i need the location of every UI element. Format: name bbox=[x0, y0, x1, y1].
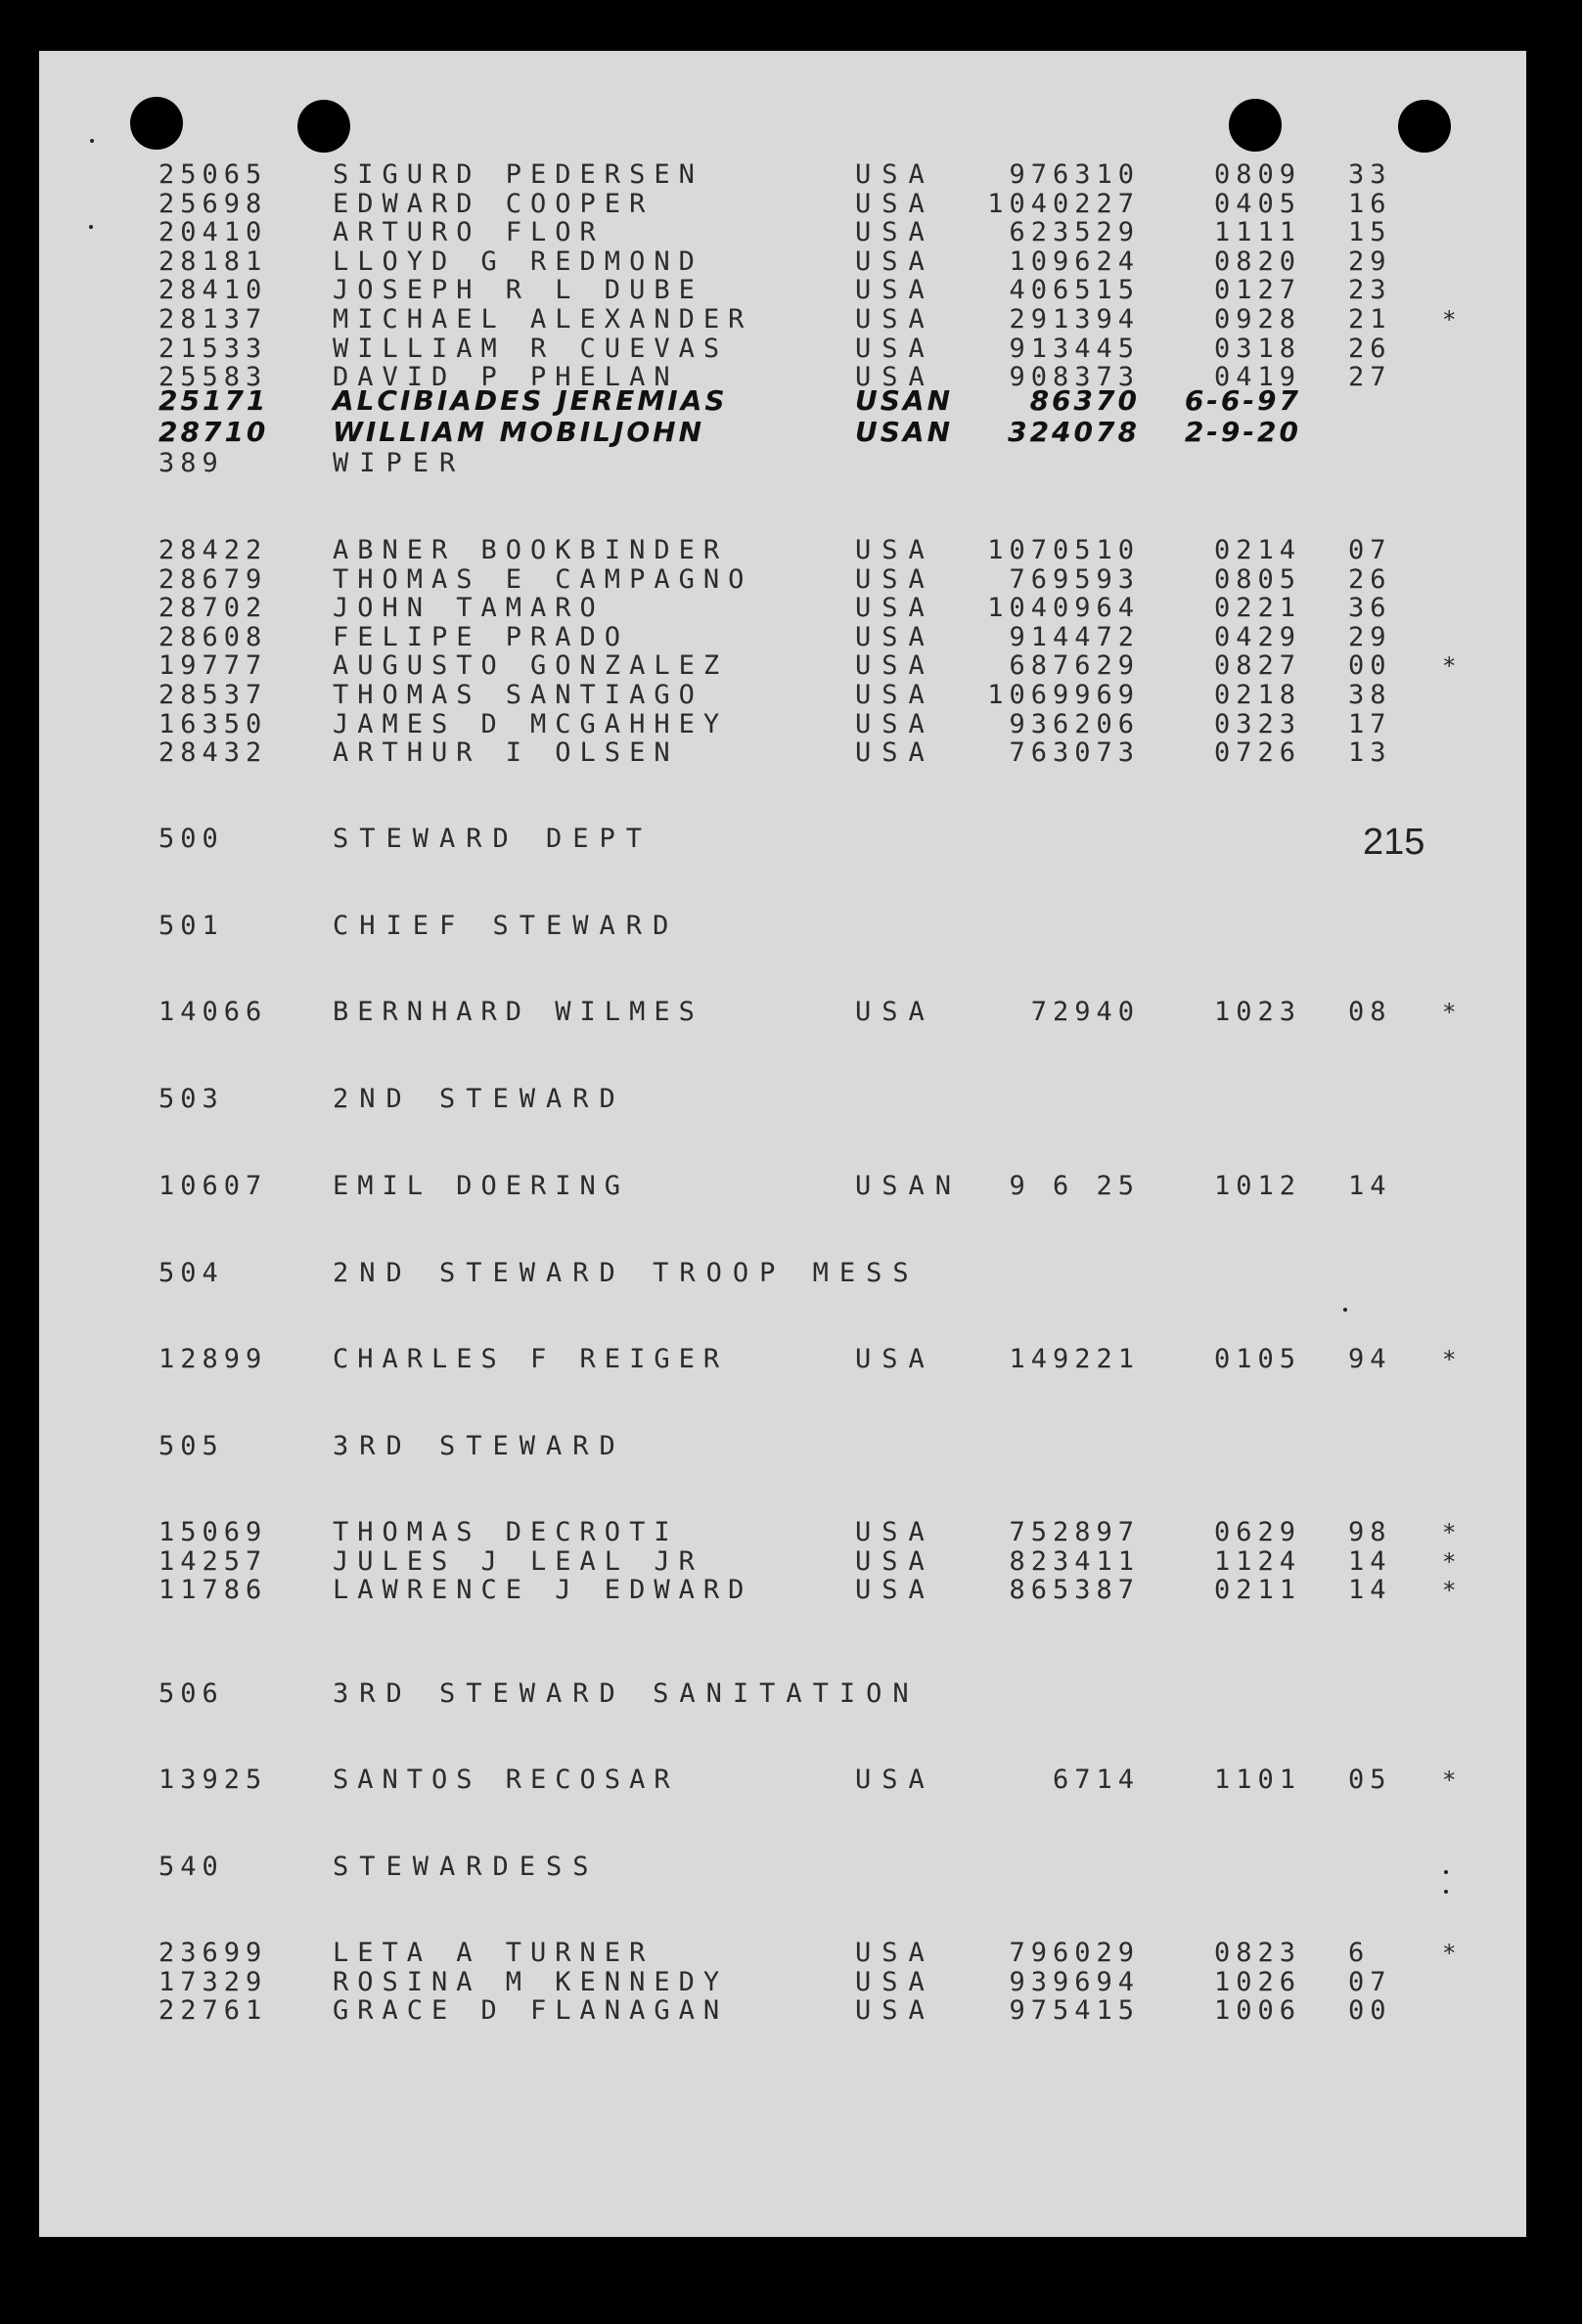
age-code: 29 bbox=[1348, 246, 1392, 277]
citizenship: USAN bbox=[855, 1171, 963, 1201]
table-row bbox=[39, 160, 1526, 190]
crew-name: ABNER BOOKBINDER bbox=[333, 535, 729, 565]
age-code: 14 bbox=[1348, 1545, 1392, 1577]
age-code: 98 bbox=[1348, 1517, 1392, 1547]
document-number: 72940 bbox=[1030, 997, 1140, 1027]
section-label: 3RD STEWARD SANITATION bbox=[333, 1678, 920, 1709]
section-heading bbox=[39, 912, 1526, 941]
section-label: CHIEF STEWARD bbox=[333, 911, 680, 941]
date-code: 1006 bbox=[1213, 1995, 1301, 2027]
date-code: 0218 bbox=[1213, 680, 1301, 710]
crew-id: 20410 bbox=[158, 217, 268, 248]
document-number: 623529 bbox=[1009, 217, 1140, 248]
citizenship: USA bbox=[855, 1517, 935, 1547]
crew-id: 13925 bbox=[158, 1765, 268, 1795]
table-row bbox=[39, 247, 1526, 277]
date-code: 1023 bbox=[1213, 997, 1301, 1027]
crew-name: JULES J LEAL JR bbox=[333, 1545, 703, 1577]
crew-id: 28137 bbox=[158, 304, 268, 335]
table-row bbox=[39, 710, 1526, 739]
document-number: 1070510 bbox=[987, 535, 1140, 565]
crew-id: 23699 bbox=[158, 1938, 268, 1968]
age-code: 15 bbox=[1348, 217, 1392, 248]
age-code: 17 bbox=[1348, 708, 1392, 739]
punch-hole bbox=[130, 97, 183, 150]
document-number: 976310 bbox=[1009, 159, 1140, 190]
table-row bbox=[39, 623, 1526, 652]
crew-id: 25171 bbox=[158, 384, 269, 417]
section-label: 3RD STEWARD bbox=[333, 1431, 626, 1461]
date-code: 0928 bbox=[1213, 304, 1301, 335]
document-number: 908373 bbox=[1009, 362, 1140, 393]
asterisk-mark: * bbox=[1442, 1547, 1457, 1576]
crew-name: FELIPE PRADO bbox=[333, 621, 630, 652]
section-label: WIPER bbox=[333, 448, 467, 478]
table-row bbox=[39, 190, 1526, 219]
table-row bbox=[39, 536, 1526, 565]
age-code: 94 bbox=[1348, 1344, 1392, 1374]
document-number: 752897 bbox=[1009, 1517, 1140, 1547]
citizenship: USA bbox=[855, 680, 935, 710]
date-code: 6-6-97 bbox=[1184, 384, 1301, 417]
document-number: 865387 bbox=[1009, 1575, 1140, 1606]
table-row bbox=[39, 651, 1526, 681]
table-row bbox=[39, 1765, 1526, 1795]
citizenship: USA bbox=[855, 159, 935, 190]
table-row bbox=[39, 1996, 1526, 2026]
age-code: 23 bbox=[1348, 275, 1392, 306]
date-code: 0211 bbox=[1213, 1575, 1301, 1606]
section-heading bbox=[39, 1679, 1526, 1709]
citizenship: USA bbox=[855, 563, 935, 595]
document-number: 914472 bbox=[1009, 621, 1140, 652]
asterisk-mark: * bbox=[1442, 1766, 1457, 1794]
crew-name: GRACE D FLANAGAN bbox=[333, 1995, 729, 2027]
table-row bbox=[39, 565, 1526, 595]
table-row bbox=[39, 1968, 1526, 1997]
crew-id: 15069 bbox=[158, 1517, 268, 1547]
crew-name: THOMAS DECROTI bbox=[333, 1517, 679, 1547]
section-heading bbox=[39, 1085, 1526, 1114]
section-code: 505 bbox=[158, 1431, 224, 1461]
date-code: 0405 bbox=[1213, 188, 1301, 219]
crew-id: 25583 bbox=[158, 362, 268, 393]
crew-name: WILLIAM MOBILJOHN bbox=[333, 416, 705, 448]
section-label: STEWARDESS bbox=[333, 1852, 600, 1882]
citizenship: USA bbox=[855, 1545, 935, 1577]
crew-name: LETA A TURNER bbox=[333, 1938, 655, 1968]
document-number: 406515 bbox=[1009, 275, 1140, 306]
crew-id: 28410 bbox=[158, 275, 268, 306]
crew-id: 12899 bbox=[158, 1344, 268, 1374]
date-code: 0323 bbox=[1213, 708, 1301, 739]
table-row bbox=[39, 386, 1526, 416]
crew-name: THOMAS SANTIAGO bbox=[333, 680, 703, 710]
citizenship: USA bbox=[855, 997, 935, 1027]
date-code: 0820 bbox=[1213, 246, 1301, 277]
section-heading bbox=[39, 1259, 1526, 1288]
document-number: 823411 bbox=[1009, 1545, 1140, 1577]
crew-name: JOSEPH R L DUBE bbox=[333, 275, 703, 306]
section-code: 389 bbox=[158, 448, 224, 478]
citizenship: USA bbox=[855, 1765, 935, 1795]
citizenship: USA bbox=[855, 1575, 935, 1606]
crew-name: ROSINA M KENNEDY bbox=[333, 1966, 729, 1997]
date-code: 0629 bbox=[1213, 1517, 1301, 1547]
table-row bbox=[39, 1547, 1526, 1577]
crew-id: 25698 bbox=[158, 188, 268, 219]
document-number: 687629 bbox=[1009, 650, 1140, 682]
date-code: 0805 bbox=[1213, 563, 1301, 595]
citizenship: USA bbox=[855, 1995, 935, 2027]
document-number: 763073 bbox=[1009, 737, 1140, 769]
crew-name: SANTOS RECOSAR bbox=[333, 1765, 679, 1795]
date-code: 1026 bbox=[1213, 1966, 1301, 1997]
citizenship: USA bbox=[855, 246, 935, 277]
speck bbox=[1343, 1308, 1347, 1312]
table-row bbox=[39, 305, 1526, 335]
crew-id: 17329 bbox=[158, 1966, 268, 1997]
crew-name: THOMAS E CAMPAGNO bbox=[333, 563, 753, 595]
crew-id: 28537 bbox=[158, 680, 268, 710]
document-page bbox=[39, 51, 1526, 2237]
date-code: 0221 bbox=[1213, 593, 1301, 624]
citizenship: USA bbox=[855, 650, 935, 682]
age-code: 07 bbox=[1348, 1966, 1392, 1997]
crew-name: ARTURO FLOR bbox=[333, 217, 605, 248]
date-code: 1101 bbox=[1213, 1765, 1301, 1795]
asterisk-mark: * bbox=[1442, 1577, 1457, 1605]
document-number: 149221 bbox=[1009, 1344, 1140, 1374]
punch-hole bbox=[297, 100, 350, 153]
age-code: 6 bbox=[1348, 1938, 1371, 1968]
citizenship: USA bbox=[855, 304, 935, 335]
crew-name: LLOYD G REDMOND bbox=[333, 246, 703, 277]
crew-id: 14066 bbox=[158, 997, 268, 1027]
crew-id: 28608 bbox=[158, 621, 268, 652]
asterisk-mark: * bbox=[1442, 652, 1457, 681]
age-code: 36 bbox=[1348, 593, 1392, 624]
document-number: 796029 bbox=[1009, 1938, 1140, 1968]
date-code: 0809 bbox=[1213, 159, 1301, 190]
crew-name: LAWRENCE J EDWARD bbox=[333, 1575, 753, 1606]
citizenship: USAN bbox=[855, 416, 954, 448]
date-code: 1124 bbox=[1213, 1545, 1301, 1577]
document-number: 324078 bbox=[1008, 416, 1140, 448]
document-number: 9 6 25 bbox=[1009, 1171, 1140, 1201]
section-heading bbox=[39, 1853, 1526, 1882]
table-row bbox=[39, 1576, 1526, 1605]
age-code: 05 bbox=[1348, 1765, 1392, 1795]
crew-name: DAVID P PHELAN bbox=[333, 362, 679, 393]
crew-name: EDWARD COOPER bbox=[333, 188, 655, 219]
date-code: 1111 bbox=[1213, 217, 1301, 248]
age-code: 00 bbox=[1348, 650, 1392, 682]
age-code: 16 bbox=[1348, 188, 1392, 219]
citizenship: USA bbox=[855, 708, 935, 739]
citizenship: USA bbox=[855, 593, 935, 624]
punch-hole bbox=[1229, 99, 1282, 152]
age-code: 38 bbox=[1348, 680, 1392, 710]
section-heading bbox=[39, 825, 1526, 854]
age-code: 00 bbox=[1348, 1995, 1392, 2027]
document-number: 1040964 bbox=[987, 593, 1140, 624]
document-number: 1069969 bbox=[987, 680, 1140, 710]
crew-name: JOHN TAMARO bbox=[333, 593, 605, 624]
crew-id: 28422 bbox=[158, 535, 268, 565]
asterisk-mark: * bbox=[1442, 1346, 1457, 1373]
citizenship: USA bbox=[855, 275, 935, 306]
citizenship: USA bbox=[855, 362, 935, 393]
crew-name: AUGUSTO GONZALEZ bbox=[333, 650, 729, 682]
age-code: 21 bbox=[1348, 304, 1392, 335]
table-row bbox=[39, 1345, 1526, 1374]
document-number: 975415 bbox=[1009, 1995, 1140, 2027]
document-number: 291394 bbox=[1009, 304, 1140, 335]
section-label: 2ND STEWARD bbox=[333, 1084, 626, 1114]
table-row bbox=[39, 1939, 1526, 1968]
section-label: 2ND STEWARD TROOP MESS bbox=[333, 1258, 920, 1288]
document-number: 939694 bbox=[1009, 1966, 1140, 1997]
age-code: 29 bbox=[1348, 621, 1392, 652]
document-number: 6714 bbox=[1052, 1765, 1140, 1795]
page-number: 215 bbox=[1363, 822, 1425, 863]
age-code: 07 bbox=[1348, 535, 1392, 565]
date-code: 0318 bbox=[1213, 333, 1301, 364]
table-row bbox=[39, 998, 1526, 1027]
crew-name: ARTHUR I OLSEN bbox=[333, 737, 679, 769]
section-code: 506 bbox=[158, 1678, 224, 1709]
crew-name: WILLIAM R CUEVAS bbox=[333, 333, 729, 364]
citizenship: USA bbox=[855, 737, 935, 769]
date-code: 2-9-20 bbox=[1184, 416, 1301, 448]
date-code: 0827 bbox=[1213, 650, 1301, 682]
crew-name: SIGURD PEDERSEN bbox=[333, 159, 703, 190]
table-row bbox=[39, 218, 1526, 247]
crew-id: 28679 bbox=[158, 563, 268, 595]
age-code: 26 bbox=[1348, 333, 1392, 364]
age-code: 08 bbox=[1348, 997, 1392, 1027]
table-row bbox=[39, 276, 1526, 305]
crew-id: 28710 bbox=[158, 416, 269, 448]
citizenship: USA bbox=[855, 621, 935, 652]
crew-name: BERNHARD WILMES bbox=[333, 997, 703, 1027]
table-row bbox=[39, 594, 1526, 623]
date-code: 0419 bbox=[1213, 362, 1301, 393]
crew-id: 10607 bbox=[158, 1171, 268, 1201]
crew-id: 28181 bbox=[158, 246, 268, 277]
age-code: 27 bbox=[1348, 362, 1392, 393]
table-row bbox=[39, 738, 1526, 768]
crew-name: EMIL DOERING bbox=[333, 1171, 630, 1201]
citizenship: USAN bbox=[855, 384, 954, 417]
crew-id: 22761 bbox=[158, 1995, 268, 2027]
crew-name: MICHAEL ALEXANDER bbox=[333, 304, 753, 335]
date-code: 0823 bbox=[1213, 1938, 1301, 1968]
citizenship: USA bbox=[855, 1966, 935, 1997]
punch-hole bbox=[1398, 100, 1451, 153]
section-heading bbox=[39, 449, 1526, 478]
document-number: 769593 bbox=[1009, 563, 1140, 595]
date-code: 0127 bbox=[1213, 275, 1301, 306]
citizenship: USA bbox=[855, 333, 935, 364]
crew-id: 11786 bbox=[158, 1575, 268, 1606]
crew-id: 16350 bbox=[158, 708, 268, 739]
crew-id: 28432 bbox=[158, 737, 268, 769]
date-code: 0214 bbox=[1213, 535, 1301, 565]
section-code: 500 bbox=[158, 824, 224, 854]
date-code: 0105 bbox=[1213, 1344, 1301, 1374]
age-code: 33 bbox=[1348, 159, 1392, 190]
citizenship: USA bbox=[855, 217, 935, 248]
crew-id: 21533 bbox=[158, 333, 268, 364]
date-code: 1012 bbox=[1213, 1171, 1301, 1201]
section-code: 501 bbox=[158, 911, 224, 941]
crew-name: JAMES D MCGAHHEY bbox=[333, 708, 729, 739]
crew-name: ALCIBIADES JEREMIAS bbox=[333, 384, 728, 417]
section-code: 503 bbox=[158, 1084, 224, 1114]
age-code: 14 bbox=[1348, 1171, 1392, 1201]
table-row bbox=[39, 1518, 1526, 1547]
crew-id: 14257 bbox=[158, 1545, 268, 1577]
section-heading bbox=[39, 1432, 1526, 1461]
citizenship: USA bbox=[855, 1938, 935, 1968]
citizenship: USA bbox=[855, 188, 935, 219]
document-number: 86370 bbox=[1029, 384, 1140, 417]
document-number: 913445 bbox=[1009, 333, 1140, 364]
asterisk-mark: * bbox=[1442, 999, 1457, 1026]
asterisk-mark: * bbox=[1442, 306, 1457, 334]
age-code: 13 bbox=[1348, 737, 1392, 769]
age-code: 26 bbox=[1348, 563, 1392, 595]
crew-id: 19777 bbox=[158, 650, 268, 682]
section-code: 504 bbox=[158, 1258, 224, 1288]
asterisk-mark: * bbox=[1442, 1940, 1457, 1967]
table-row bbox=[39, 681, 1526, 710]
crew-id: 28702 bbox=[158, 593, 268, 624]
speck bbox=[1444, 1890, 1448, 1894]
table-row bbox=[39, 1172, 1526, 1201]
age-code: 14 bbox=[1348, 1575, 1392, 1606]
citizenship: USA bbox=[855, 1344, 935, 1374]
section-code: 540 bbox=[158, 1852, 224, 1882]
section-label: STEWARD DEPT bbox=[333, 824, 654, 854]
table-row bbox=[39, 335, 1526, 364]
citizenship: USA bbox=[855, 535, 935, 565]
speck bbox=[90, 139, 94, 143]
asterisk-mark: * bbox=[1442, 1519, 1457, 1546]
date-code: 0429 bbox=[1213, 621, 1301, 652]
date-code: 0726 bbox=[1213, 737, 1301, 769]
document-number: 1040227 bbox=[987, 188, 1140, 219]
document-number: 936206 bbox=[1009, 708, 1140, 739]
crew-name: CHARLES F REIGER bbox=[333, 1344, 729, 1374]
table-row bbox=[39, 418, 1526, 447]
document-number: 109624 bbox=[1009, 246, 1140, 277]
crew-id: 25065 bbox=[158, 159, 268, 190]
